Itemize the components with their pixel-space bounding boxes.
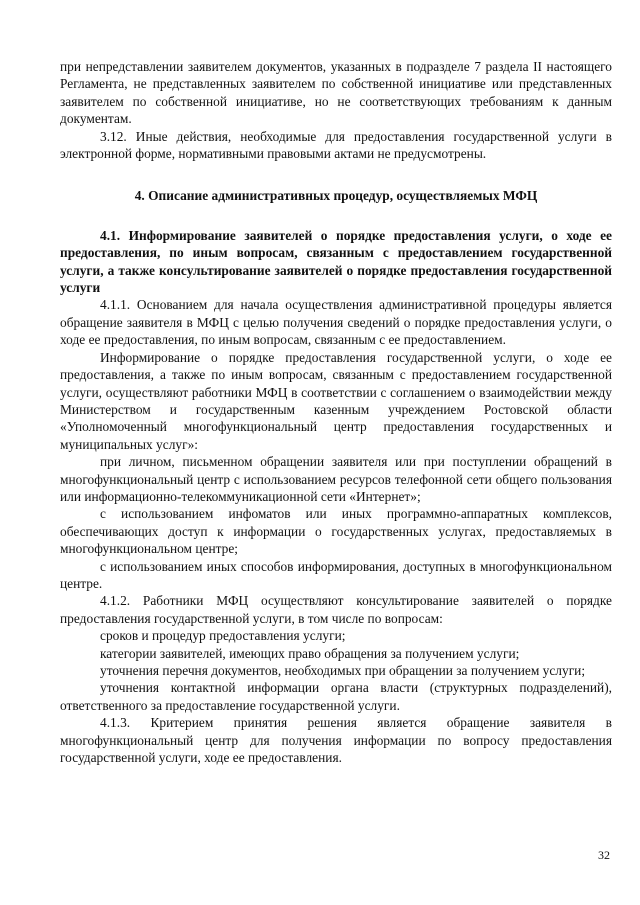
- paragraph-4-1-2: 4.1.2. Работники МФЦ осуществляют консультирование заявителей о порядке предоставления государственной услуги, в том числе по вопросам:: [60, 593, 612, 626]
- paragraph-informing: Информирование о порядке предоставления государственной услуги, о ходе ее предоставления, а также по иным вопросам, связанным с предоставлением государственной услуги, осуществляют работники МФЦ в соответствии с соглашением о взаимодействии между Министерством и государственным казенным учреждением Ростовской области «Уполномоченный многофункциональный центр предоставления государственных и муниципальных услуг»:: [60, 349, 612, 452]
- list-item-personal: при личном, письменном обращении заявителя или при поступлении обращений в многофункциональный центр с использованием ресурсов телефонной сети общего пользования или информационно-телекоммуникационной сети «Интернет»;: [60, 454, 612, 504]
- paragraph-4-1-1: 4.1.1. Основанием для начала осуществления административной процедуры является обращение заявителя в МФЦ с целью получения сведений о порядке предоставления услуги, о ходе ее предоставления, по иным вопросам, связанным с ее предоставлением.: [60, 297, 612, 348]
- subsection-heading: 4.1. Информирование заявителей о порядке предоставления услуги, о ходе ее предоставления, по иным вопросам, связанным с предоставлением государственной услуги, а также консультирование заявителей о порядке предоставления государственной услуги: [60, 227, 612, 296]
- list-item-documents: уточнения перечня документов, необходимых при обращении за получением услуги;: [100, 663, 586, 678]
- list-item-other-methods: с использованием иных способов информирования, доступных в многофункциональном центре.: [60, 558, 612, 591]
- list-item-terms: сроков и процедур предоставления услуги;: [100, 628, 346, 644]
- document-page: [60, 58, 612, 766]
- list-item-infomats: с использованием инфоматов или иных программно-аппаратных комплексов, обеспечивающих доступ к информации о государственных услугах, предоставляемых в многофункциональном центре;: [60, 506, 612, 557]
- section-heading: 4. Описание административных процедур, осуществляемых МФЦ: [134, 188, 538, 204]
- paragraph-continuation: при непредставлении заявителем документов, указанных в подразделе 7 раздела II настоящего Регламента, не представленных заявителем по собственной инициативе или представленных заявителем по собственной инициативе, но не соответствующих требованиям к данным документам.: [60, 59, 612, 127]
- paragraph-3-12: 3.12. Иные действия, необходимые для предоставления государственной услуги в электронной форме, нормативными правовыми актами не предусмотрены.: [60, 128, 612, 162]
- page-number: 32: [598, 848, 610, 862]
- list-item-categories: категории заявителей, имеющих право обращения за получением услуги;: [100, 645, 520, 661]
- paragraph-4-1-3: 4.1.3. Критерием принятия решения является обращение заявителя в многофункциональный центр для получения информации по вопросу предоставления государственной услуги, ходе ее предоставления.: [60, 715, 612, 766]
- list-item-contacts: уточнения контактной информации органа власти (структурных подразделений), ответственного за предоставление государственной услуги.: [60, 680, 612, 713]
